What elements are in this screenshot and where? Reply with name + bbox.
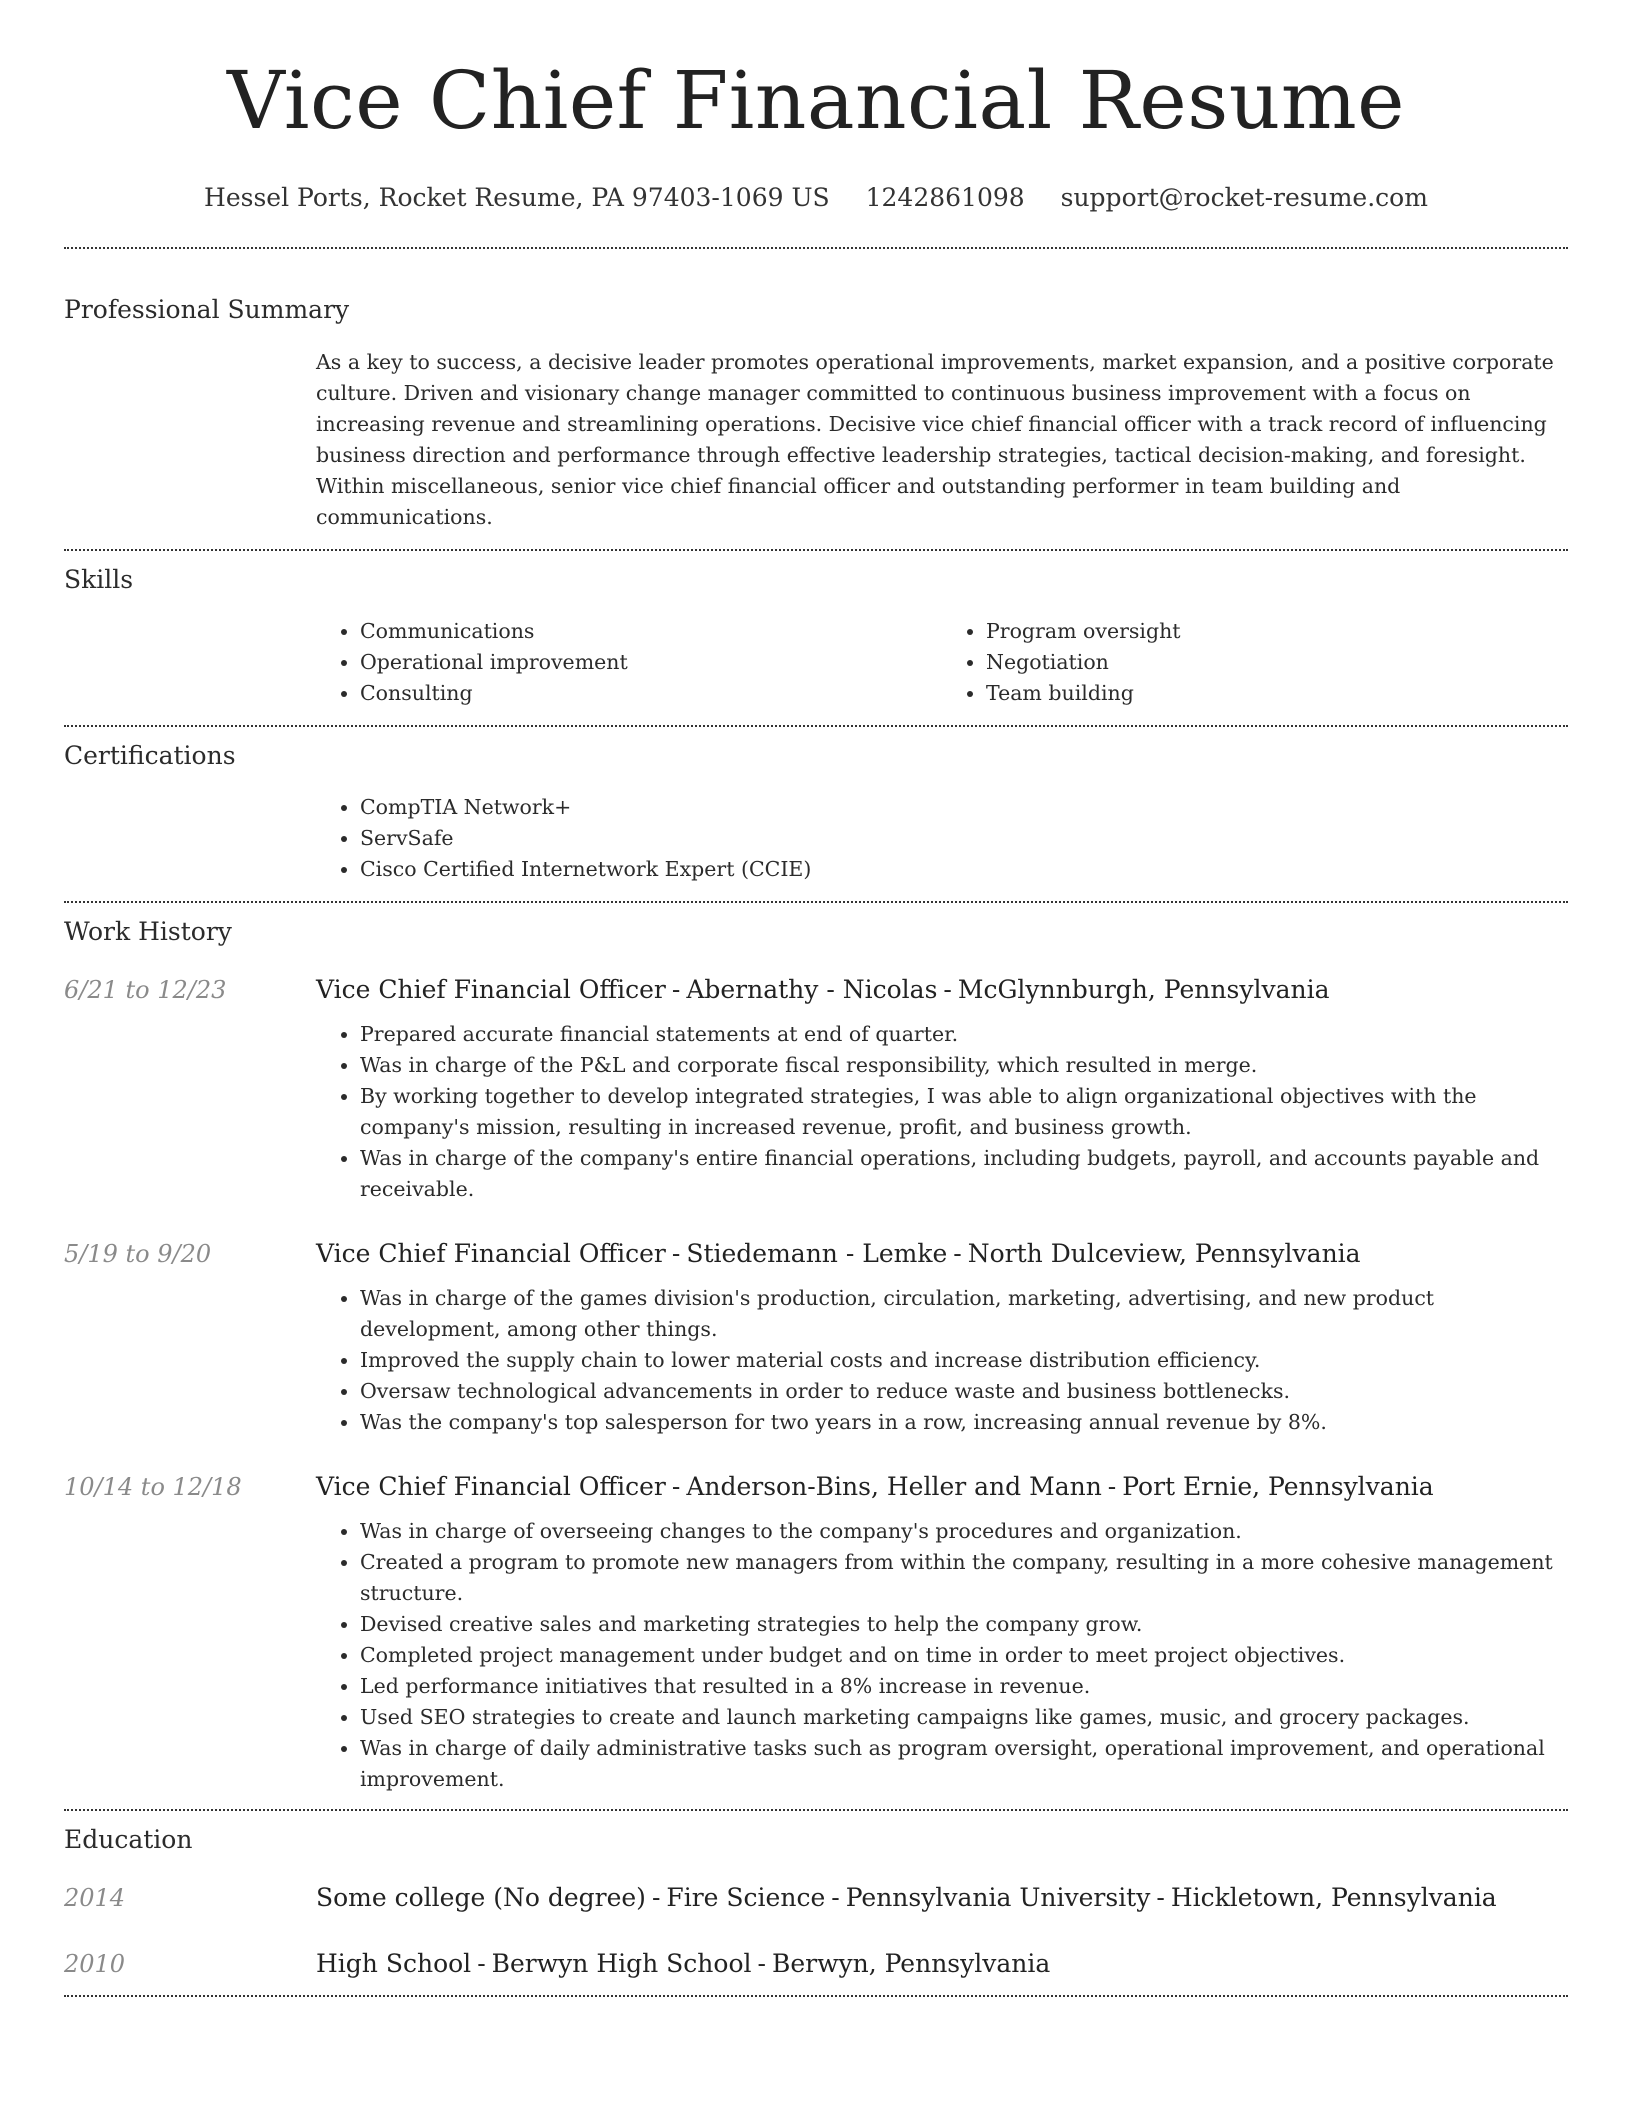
- divider: [64, 1995, 1568, 1997]
- contact-address: Hessel Ports, Rocket Resume, PA 97403-1069 US: [204, 183, 830, 212]
- job-dates: 6/21 to 12/23: [64, 976, 227, 1004]
- certification-item: • CompTIA Network+: [360, 792, 1568, 823]
- education-year: 2014: [64, 1884, 126, 1912]
- skill-item: • Consulting: [360, 678, 942, 709]
- job-bullet: • Was in charge of the games division's production, circulation, marketing, advertising, and new product development, among other things.: [360, 1283, 1568, 1345]
- job-location: McGlynnburgh, Pennsylvania: [957, 975, 1330, 1004]
- job-dates: 5/19 to 9/20: [64, 1240, 212, 1268]
- contact-email: support@rocket-resume.com: [1060, 183, 1428, 212]
- work-history-section: [64, 903, 1568, 1809]
- job-bullet: • Was in charge of the company's entire financial operations, including budgets, payroll, and accounts payable and receivable.: [360, 1143, 1568, 1205]
- education-section: [64, 1811, 1568, 1995]
- job-entry: [64, 1470, 1568, 1795]
- job-bullet: • Used SEO strategies to create and launch marketing campaigns like games, music, and grocery packages.: [360, 1702, 1568, 1733]
- skills-column-right: [942, 616, 1568, 709]
- education-degree: High School: [316, 1949, 472, 1978]
- education-field: Fire Science: [666, 1883, 826, 1912]
- education-entry: [64, 1947, 1568, 1981]
- job-role: Vice Chief Financial Officer: [316, 975, 666, 1004]
- contact-line: [64, 181, 1568, 215]
- education-title: High School - Berwyn High School - Berwyn, Pennsylvania: [316, 1949, 1051, 1978]
- education-entry: [64, 1881, 1568, 1915]
- job-company: Anderson-Bins, Heller and Mann: [686, 1472, 1102, 1501]
- summary-text: As a key to success, a decisive leader promotes operational improvements, market expansion, and a positive corporate culture. Driven and visionary change manager committed to continuous business improvement with a focus on increasing revenue and streamlining operations. Decisive vice chief financial officer with a track record of influencing business direction and performance through effective leadership strategies, tactical decision-making, and foresight. Within miscellaneous, senior vice chief financial officer and outstanding performer in team building and communications.: [316, 350, 1554, 529]
- job-dates: 10/14 to 12/18: [64, 1473, 242, 1501]
- job-company: Stiedemann - Lemke: [686, 1239, 948, 1268]
- skills-column-left: [316, 616, 942, 709]
- job-location: Port Ernie, Pennsylvania: [1122, 1472, 1434, 1501]
- skill-item: • Negotiation: [986, 647, 1568, 678]
- job-bullet: • Was in charge of overseeing changes to the company's procedures and organization.: [360, 1516, 1568, 1547]
- job-bullet: • Created a program to promote new managers from within the company, resulting in a more cohesive management structure.: [360, 1547, 1568, 1609]
- job-bullets: [316, 1019, 1568, 1205]
- education-year: 2010: [64, 1950, 126, 1978]
- work-history-heading: Work History: [64, 917, 232, 946]
- skills-list: [316, 616, 1568, 725]
- summary-section: [64, 249, 1568, 549]
- job-title: Vice Chief Financial Officer - Abernathy - Nicolas - McGlynnburgh, Pennsylvania: [316, 975, 1330, 1004]
- skills-heading: Skills: [64, 565, 134, 594]
- certification-item: • ServSafe: [360, 823, 1568, 854]
- certification-item: • Cisco Certified Internetwork Expert (CCIE): [360, 854, 1568, 885]
- resume-title: Vice Chief Financial Resume: [226, 54, 1406, 147]
- job-bullet: • Prepared accurate financial statements at end of quarter.: [360, 1019, 1568, 1050]
- job-bullet: • Completed project management under budget and on time in order to meet project objectives.: [360, 1640, 1568, 1671]
- job-bullet: • Was in charge of daily administrative tasks such as program oversight, operational improvement, and operational improvement.: [360, 1733, 1568, 1795]
- education-location: Hickletown, Pennsylvania: [1170, 1883, 1497, 1912]
- education-title: Some college (No degree) - Fire Science - Pennsylvania University - Hickletown, Pennsylvania: [316, 1883, 1497, 1912]
- job-bullet: • Led performance initiatives that resulted in a 8% increase in revenue.: [360, 1671, 1568, 1702]
- job-bullet: • Was in charge of the P&L and corporate fiscal responsibility, which resulted in merge.: [360, 1050, 1568, 1081]
- certifications-list: [316, 792, 1568, 901]
- job-location: North Dulceview, Pennsylvania: [967, 1239, 1361, 1268]
- certifications-section: [64, 727, 1568, 901]
- job-title: Vice Chief Financial Officer - Anderson-Bins, Heller and Mann - Port Ernie, Pennsylvania: [316, 1472, 1434, 1501]
- job-bullets: [316, 1283, 1568, 1438]
- job-bullet: • Devised creative sales and marketing strategies to help the company grow.: [360, 1609, 1568, 1640]
- job-bullet: • Improved the supply chain to lower material costs and increase distribution efficiency.: [360, 1345, 1568, 1376]
- education-location: Berwyn, Pennsylvania: [771, 1949, 1051, 1978]
- skill-item: • Communications: [360, 616, 942, 647]
- job-company: Abernathy - Nicolas: [686, 975, 938, 1004]
- skills-section: [64, 551, 1568, 725]
- job-role: Vice Chief Financial Officer: [316, 1472, 666, 1501]
- job-entry: [64, 1237, 1568, 1438]
- contact-phone: 1242861098: [865, 183, 1025, 212]
- education-heading: Education: [64, 1825, 193, 1854]
- job-bullets: [316, 1516, 1568, 1795]
- job-title: Vice Chief Financial Officer - Stiedemann - Lemke - North Dulceview, Pennsylvania: [316, 1239, 1361, 1268]
- job-bullet: • By working together to develop integrated strategies, I was able to align organizational objectives with the company's mission, resulting in increased revenue, profit, and business growth.: [360, 1081, 1568, 1143]
- skill-item: • Team building: [986, 678, 1568, 709]
- education-degree: Some college (No degree): [316, 1883, 646, 1912]
- job-bullet: • Oversaw technological advancements in order to reduce waste and business bottlenecks.: [360, 1376, 1568, 1407]
- skill-item: • Operational improvement: [360, 647, 942, 678]
- job-bullet: • Was the company's top salesperson for two years in a row, increasing annual revenue by 8%.: [360, 1407, 1568, 1438]
- summary-heading: Professional Summary: [64, 295, 350, 324]
- job-entry: [64, 973, 1568, 1205]
- job-role: Vice Chief Financial Officer: [316, 1239, 666, 1268]
- education-school: Berwyn High School: [491, 1949, 752, 1978]
- certifications-heading: Certifications: [64, 741, 236, 770]
- skill-item: • Program oversight: [986, 616, 1568, 647]
- education-school: Pennsylvania University: [845, 1883, 1151, 1912]
